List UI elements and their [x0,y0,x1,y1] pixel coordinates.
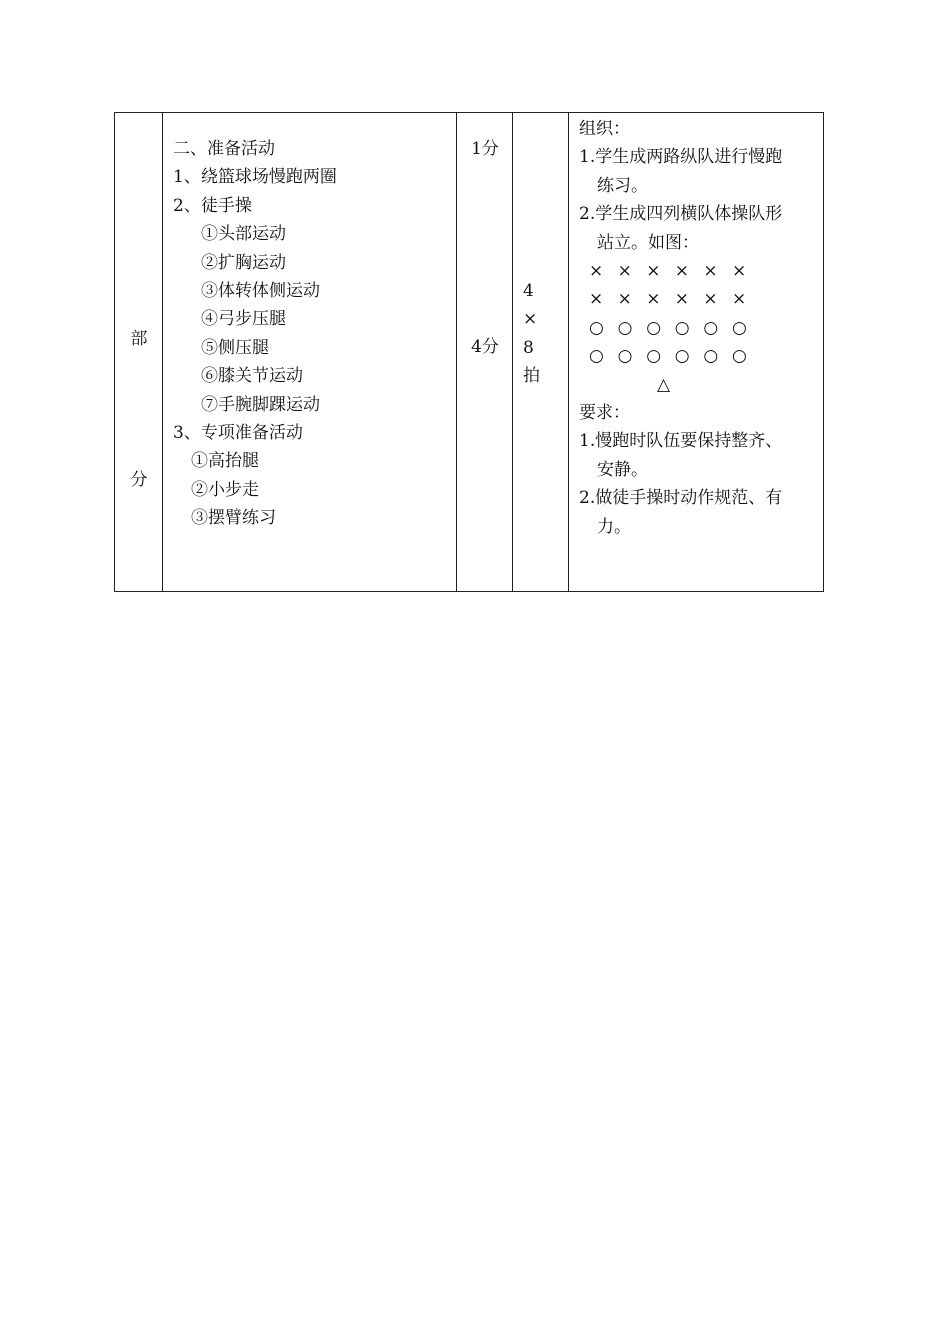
student-circle-mark: ○ [703,317,719,338]
student-x-mark: × [646,289,661,310]
student-x-mark: × [674,261,690,282]
content-line: ⑥膝关节运动 [201,366,303,387]
content-line: ③体转体侧运动 [201,281,320,302]
content-cell [163,113,457,592]
formation-diagram [579,257,823,371]
student-x-mark: × [731,261,747,282]
student-x-mark: × [703,261,718,282]
formation-row [579,342,823,370]
student-circle-mark: ○ [646,346,662,367]
student-circle-mark: ○ [589,346,604,367]
student-x-mark: × [674,289,690,310]
organization-item-2-first: 2.学生成四列横队体操队形 [579,204,783,225]
organization-item-2-rest: 站立。如图： [597,232,699,253]
student-circle-mark: ○ [703,346,719,367]
requirement-item-1-first: 1.慢跑时队伍要保持整齐、 [579,431,783,452]
content-line: ②小步走 [191,479,259,500]
part-cell [115,113,163,592]
content-line: ①头部运动 [201,224,286,245]
formation-row [579,314,823,342]
organization-item-1-first: 1.学生成两路纵队进行慢跑 [579,147,783,168]
student-x-mark: × [703,289,718,310]
content-line: 3、专项准备活动 [173,423,303,444]
requirement-item-1-rest: 安静。 [597,459,648,480]
content-line: ④弓步压腿 [201,309,286,330]
student-x-mark: × [617,289,632,310]
lesson-plan-table [114,112,824,592]
count-cell [513,113,569,592]
time-value: 1分 [471,139,499,159]
student-circle-mark: ○ [731,317,747,338]
student-circle-mark: ○ [646,317,662,338]
content-line: ③摆臂练习 [191,508,276,529]
requirement-item-2-first: 2.做徒手操时动作规范、有 [579,488,783,509]
organization-block [569,113,823,541]
formation-row [579,285,823,313]
count-char: 拍 [523,366,540,387]
student-circle-mark: ○ [617,317,633,338]
content-line: 二、准备活动 [173,139,275,159]
count-char: 8 [523,337,534,358]
count-stack [523,277,540,391]
student-circle-mark: ○ [617,346,633,367]
organization-cell [569,113,824,592]
organization-item-1-rest: 练习。 [597,175,648,196]
table-row [115,113,824,592]
teacher-position-mark: △ [657,374,671,395]
student-circle-mark: ○ [589,317,604,338]
part-label-char: 分 [130,470,148,490]
student-x-mark: × [617,261,632,282]
content-line: ⑦手腕脚踝运动 [201,394,320,415]
student-x-mark: × [646,261,661,282]
requirement-item-2-rest: 力。 [597,516,631,537]
content-line: ②扩胸运动 [201,252,286,273]
student-circle-mark: ○ [731,346,747,367]
content-list [163,113,456,533]
content-line: ①高抬腿 [191,451,259,472]
time-cell [457,113,513,592]
requirements-heading: 要求： [579,403,630,424]
part-label-char: 部 [130,329,148,349]
organization-heading: 组织： [579,119,630,139]
content-line: 2、徒手操 [173,195,252,216]
count-char: 4 [523,281,534,301]
student-x-mark: × [731,289,747,310]
content-line: ⑤侧压腿 [201,337,269,358]
student-circle-mark: ○ [674,346,690,367]
time-value: 4分 [471,337,499,357]
count-char: × [523,309,538,330]
content-line: 1、绕篮球场慢跑两圈 [173,167,337,188]
student-x-mark: × [589,289,604,310]
formation-row [579,257,823,285]
student-x-mark: × [589,261,604,282]
student-circle-mark: ○ [674,317,690,338]
